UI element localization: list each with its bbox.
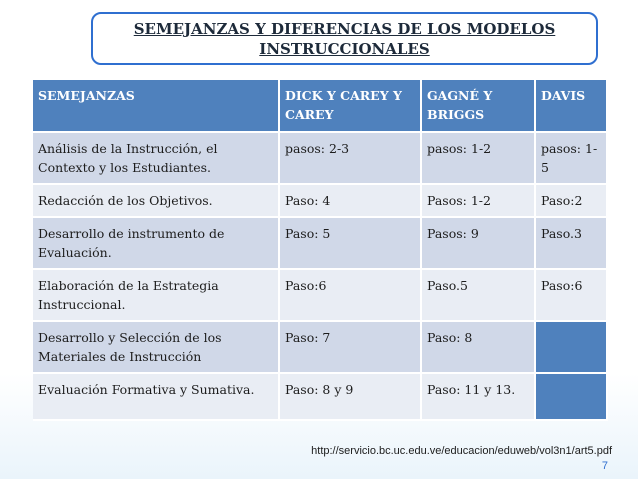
cell-gagne-briggs: Paso: 11 y 13. bbox=[421, 373, 535, 420]
cell-gagne-briggs: Paso: 8 bbox=[421, 321, 535, 373]
header-dick-carey: DICK Y CAREY Y CAREY bbox=[279, 80, 421, 132]
cell-dick-carey: pasos: 2-3 bbox=[279, 132, 421, 184]
slide-title-line1: SEMEJANZAS Y DIFERENCIAS DE LOS MODELOS bbox=[133, 19, 556, 38]
cell-davis-empty bbox=[535, 373, 607, 420]
source-link[interactable]: http://servicio.bc.uc.edu.ve/educacion/eduweb/vol3n1/art5.pdf bbox=[311, 445, 612, 457]
comparison-table bbox=[33, 80, 608, 421]
cell-semejanza: Evaluación Formativa y Sumativa. bbox=[33, 373, 279, 420]
table-row bbox=[33, 373, 607, 420]
cell-semejanza: Elaboración de la Estrategia Instruccional. bbox=[33, 269, 279, 321]
cell-dick-carey: Paso:6 bbox=[279, 269, 421, 321]
cell-semejanza: Desarrollo de instrumento de Evaluación. bbox=[33, 217, 279, 269]
cell-gagne-briggs: Paso.5 bbox=[421, 269, 535, 321]
cell-davis: Paso:6 bbox=[535, 269, 607, 321]
cell-semejanza: Desarrollo y Selección de los Materiales de Instrucción bbox=[33, 321, 279, 373]
table-row bbox=[33, 132, 607, 184]
cell-davis-empty bbox=[535, 321, 607, 373]
table-row bbox=[33, 217, 607, 269]
slide-title-line2: INSTRUCCIONALES bbox=[259, 39, 430, 58]
cell-dick-carey: Paso: 4 bbox=[279, 184, 421, 217]
cell-gagne-briggs: pasos: 1-2 bbox=[421, 132, 535, 184]
header-semejanzas: SEMEJANZAS bbox=[33, 80, 279, 132]
table-header-row bbox=[33, 80, 607, 132]
table-row bbox=[33, 269, 607, 321]
cell-davis: Paso:2 bbox=[535, 184, 607, 217]
cell-gagne-briggs: Pasos: 1-2 bbox=[421, 184, 535, 217]
page-number: 7 bbox=[601, 460, 608, 472]
cell-semejanza: Análisis de la Instrucción, el Contexto y los Estudiantes. bbox=[33, 132, 279, 184]
cell-dick-carey: Paso: 5 bbox=[279, 217, 421, 269]
table-row bbox=[33, 321, 607, 373]
header-davis: DAVIS bbox=[535, 80, 607, 132]
cell-gagne-briggs: Pasos: 9 bbox=[421, 217, 535, 269]
cell-davis: Paso.3 bbox=[535, 217, 607, 269]
cell-davis: pasos: 1-5 bbox=[535, 132, 607, 184]
table-row bbox=[33, 184, 607, 217]
title-box bbox=[91, 12, 598, 65]
cell-dick-carey: Paso: 7 bbox=[279, 321, 421, 373]
header-gagne-briggs: GAGNÉ Y BRIGGS bbox=[421, 80, 535, 132]
cell-dick-carey: Paso: 8 y 9 bbox=[279, 373, 421, 420]
cell-semejanza: Redacción de los Objetivos. bbox=[33, 184, 279, 217]
